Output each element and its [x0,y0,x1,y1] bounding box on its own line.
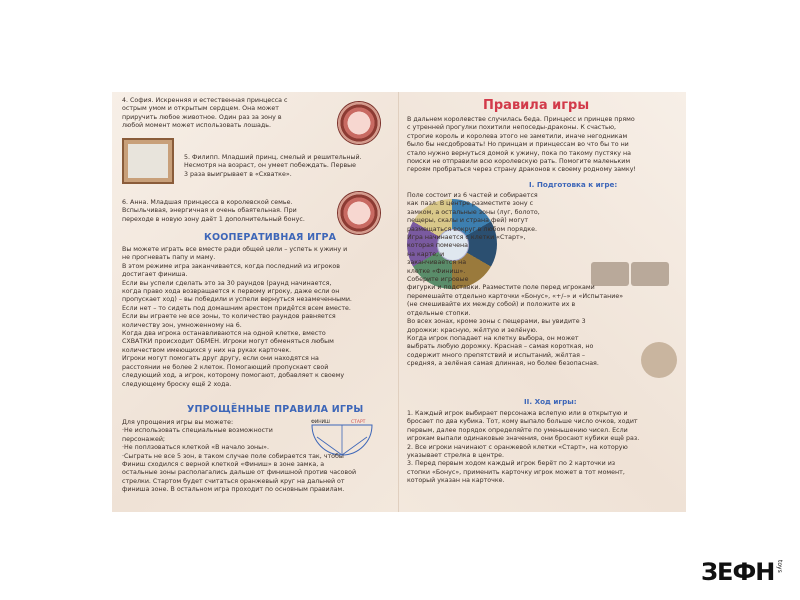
rules-title: Правила игры [483,98,590,113]
diagram-start-label: СТАРТ [351,420,366,425]
gameplay-heading: II. Ход игры: [524,397,577,406]
gameplay-text: 1. Каждый игрок выбирает персонажа вслепую или в открытую и бросает по два кубика. Тот, кому выпало больше число очков, ходит первым, далее порядок определяйте по уменьшению чисел. Если игрокам выпали одинаковые значения, они бросают кубики ещё раз. 2. Все игроки начинают с оранжевой клетки «Старт», на которую указывает стрелка в центре. 3. Перед первым ходом каждый игрок берёт по 2 карточки из стопки «Бонус», применить карточку игрок может в тот момент, который указан на карточке. [407,410,640,485]
character-anna-text: 6. Анна. Младшая принцесса в королевской семье. Вспыльчивая, энергичная и очень обаятельная. При переходе в новую зону даёт 1 дополнительный бонус. [122,199,305,223]
brand-logo-sub: toys [776,560,783,573]
simplified-rules-text: Для упрощения игры вы можете: ·Не использовать специальные возможности персонажей; ·Не поплзоваться клеткой «В начало зоны». ·Сыграть не все 5 зон, в таком случае поле собирается так, чтобы Финиш сходился с верной клеткой «Финиш» в зоне замка, а остальные зоны располагались дальше от финишной против часовой стрелки. Стартом будет считаться оранжевый круг на дальней от финиша зоне. В остальном игра проходит по основным правилам. [122,419,357,494]
character-sofia-text: 4. София. Искренняя и естественная принцесса с острым умом и открытым сердцем. Она может приручить любое животное. Один раз за зону в любой момент может использовать лошадь. [122,97,288,130]
rulebook-spread [112,92,686,512]
anna-portrait-icon [338,192,380,234]
right-page [399,92,686,512]
simplified-rules-heading: УПРОЩЁННЫЕ ПРАВИЛА ИГРЫ [187,404,364,415]
brand-logo: ЗЕФН [701,558,775,586]
sofia-portrait-icon [338,102,380,144]
philipp-portrait-frame [122,138,174,184]
left-page [112,92,399,512]
preparation-heading: I. Подготовка к игре: [529,180,618,189]
diagram-finish-label: ФИНИШ [311,420,330,425]
preparation-text: Поле состоит из 6 частей и собирается как пазл. В центре разместите зону с замком, а остальные зоны (луг, болото, пещеры, скалы и страна фей) могут размещаться вокруг в любом порядке. Игра начинается с клетки «Старт», которая помечена на карте, и заканчивается на клетке «Финиш». Соберите игровые фигурки и подставки. Разместите поле перед игроками перемешайте отдельно карточки «Бонус», «+/–» и «Испытание» (не смешивайте их между собой) и положите их в отдельные стопки. Во всех зонах, кроме зоны с пещерами, вы увидите 3 дорожки: красную, жёлтую и зелёную. Когда игрок попадает на клетку выбора, он может выбрать любую дорожку. Красная – самая короткая, но содержит много препятствий и испытаний, жёлтая – средняя, а зелёная самая длинная, но более безопасная. [407,192,624,368]
coop-heading: КООПЕРАТИВНАЯ ИГРА [204,232,337,243]
intro-text: В дальнем королевстве случилась беда. Принцесс и принцев прямо с утренней прогулки похитили непоседы-драконы. К счастью, строгие король и королева этого не заметили, иначе негодникам было бы несдобровать! Но принцам и принцессам во что бы то ни стало нужно вернуться домой к ужину, пока по такому пустяку на поиски не отправили всю королевскую рать. Помогите маленьким героям пробраться через страну драконов к своему родному замку! [407,116,636,174]
coop-rules-text: Вы можете играть все вместе ради общей цели – успеть к ужину и не прогневать папу и маму. В этом режиме игра заканчивается, когда последний из игроков достигает финиша. Если вы успели сделать это за 30 раундов (раунд начинается, когда право хода возвращается к первому игроку, даже если он пропускает ход) – вы победили и успели вернуться незамеченными. Если нет – то сидеть под домашним арестом придётся всем вместе. Если вы играете не все зоны, то количество раундов равняется количеству зон, умноженному на 6. Когда два игрока останавливаются на одной клетке, вместо СХВАТКИ происходит ОБМЕН. Игроки могут обменяться любым количеством имеющихся у них на руках карточек. Игроки могут помогать друг другу, если они находятся на расстоянии не более 2 клеток. Помогающий пропускает свой следующий ход, а игрок, которому помогают, добавляет к своему следующему броску ещё 2 хода. [122,246,352,388]
character-philipp-text: 5. Филипп. Младший принц, смелый и решительный. Несмотря на возраст, он умеет побеждать. Первые 3 раза выигрывает в «Схватке». [184,154,362,178]
